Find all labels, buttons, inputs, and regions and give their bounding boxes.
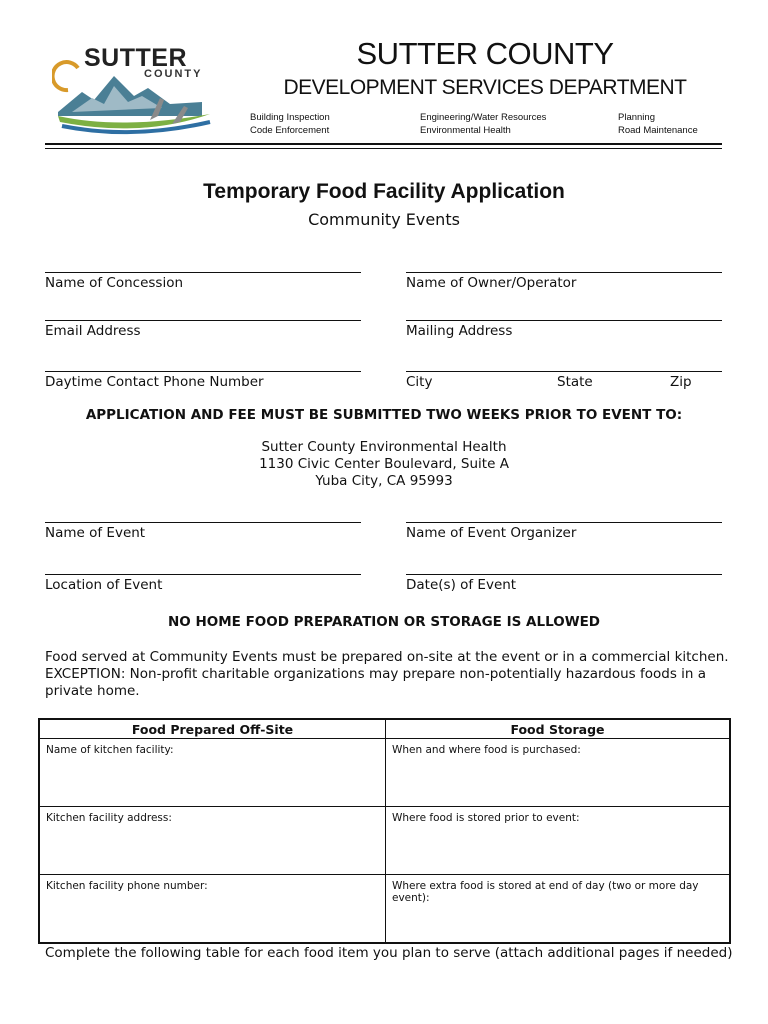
table-row bbox=[39, 739, 730, 807]
email-field[interactable] bbox=[45, 320, 361, 321]
address-line: Sutter County Environmental Health bbox=[261, 439, 507, 455]
form-title: Temporary Food Facility Application bbox=[203, 180, 565, 203]
submission-address bbox=[0, 439, 768, 490]
service-item: Environmental Health bbox=[420, 125, 511, 136]
body-paragraph: EXCEPTION: Non-profit charitable organizations may prepare non-potentially hazardous foods in a private home. bbox=[45, 666, 707, 699]
email-label: Email Address bbox=[45, 323, 141, 339]
county-name: SUTTER COUNTY bbox=[356, 36, 614, 71]
body-paragraph: Food served at Community Events must be prepared on-site at the event or in a commercial kitchen. bbox=[45, 649, 729, 665]
table-row bbox=[39, 807, 730, 875]
event-name-label: Name of Event bbox=[45, 525, 146, 541]
city-label: City bbox=[406, 374, 433, 390]
food-table bbox=[38, 718, 731, 944]
header-food-storage: Food Storage bbox=[386, 719, 731, 739]
footer-instruction: Complete the following table for each food item you plan to serve (attach additional pages if needed) bbox=[45, 945, 733, 961]
kitchen-name-cell[interactable]: Name of kitchen facility: bbox=[39, 739, 386, 807]
concession-field[interactable] bbox=[45, 272, 361, 273]
kitchen-address-cell[interactable]: Kitchen facility address: bbox=[39, 807, 386, 875]
service-item: Planning bbox=[618, 112, 655, 123]
header-food-prepared: Food Prepared Off-Site bbox=[39, 719, 386, 739]
service-item: Road Maintenance bbox=[618, 125, 698, 136]
submit-notice: APPLICATION AND FEE MUST BE SUBMITTED TWO WEEKS PRIOR TO EVENT TO: bbox=[85, 407, 683, 423]
service-item: Code Enforcement bbox=[250, 125, 330, 136]
address-line: Yuba City, CA 95993 bbox=[315, 473, 453, 489]
mailing-label: Mailing Address bbox=[406, 323, 513, 339]
form-subtitle: Community Events bbox=[308, 210, 460, 229]
owner-field[interactable] bbox=[406, 272, 722, 273]
department-name: DEVELOPMENT SERVICES DEPARTMENT bbox=[283, 76, 687, 99]
mailing-field[interactable] bbox=[406, 320, 722, 321]
sun-arc bbox=[53, 62, 78, 90]
header-rule bbox=[45, 143, 722, 145]
dates-field[interactable] bbox=[406, 574, 722, 575]
header-rule-thin bbox=[45, 148, 722, 149]
service-item: Building Inspection bbox=[250, 112, 330, 123]
logo-text-sutter: SUTTER bbox=[84, 44, 187, 72]
zip-label: Zip bbox=[670, 374, 692, 390]
purchase-location-cell[interactable]: When and where food is purchased: bbox=[386, 739, 731, 807]
body-text bbox=[45, 649, 735, 700]
city-state-zip-field[interactable] bbox=[406, 371, 722, 372]
state-label: State bbox=[557, 374, 593, 390]
logo-text-county: COUNTY bbox=[144, 68, 203, 80]
table-row bbox=[39, 875, 730, 944]
phone-field[interactable] bbox=[45, 371, 361, 372]
services-col-1 bbox=[250, 111, 330, 137]
services-col-3 bbox=[618, 111, 698, 137]
event-name-field[interactable] bbox=[45, 522, 361, 523]
owner-label: Name of Owner/Operator bbox=[406, 275, 577, 291]
table-header-row bbox=[39, 719, 730, 739]
storage-prior-cell[interactable]: Where food is stored prior to event: bbox=[386, 807, 731, 875]
phone-label: Daytime Contact Phone Number bbox=[45, 374, 264, 390]
dates-label: Date(s) of Event bbox=[406, 577, 517, 593]
storage-extra-cell[interactable]: Where extra food is stored at end of day (two or more day event): bbox=[386, 875, 731, 944]
location-label: Location of Event bbox=[45, 577, 163, 593]
address-line: 1130 Civic Center Boulevard, Suite A bbox=[259, 456, 509, 472]
kitchen-phone-cell[interactable]: Kitchen facility phone number: bbox=[39, 875, 386, 944]
organizer-label: Name of Event Organizer bbox=[406, 525, 577, 541]
location-field[interactable] bbox=[45, 574, 361, 575]
no-home-notice: NO HOME FOOD PREPARATION OR STORAGE IS ALLOWED bbox=[167, 614, 601, 630]
county-logo bbox=[52, 40, 217, 140]
service-item: Engineering/Water Resources bbox=[420, 112, 547, 123]
services-col-2 bbox=[420, 111, 546, 137]
organizer-field[interactable] bbox=[406, 522, 722, 523]
concession-label: Name of Concession bbox=[45, 275, 184, 291]
